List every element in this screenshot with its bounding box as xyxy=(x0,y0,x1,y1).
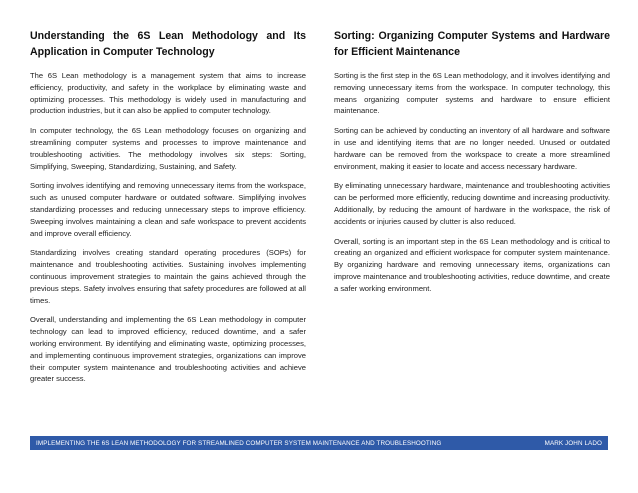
left-paragraph-2: In computer technology, the 6S Lean methodology focuses on organizing and streamlining computer systems and processes to improve maintenance and troubleshooting activities. The methodology involves six steps: Sorting, Simplifying, Sweeping, Standardizing, Sustaining, and Safety. xyxy=(30,126,306,171)
left-paragraph-4: Standardizing involves creating standard operating procedures (SOPs) for maintenance and troubleshooting activities. Sustaining involves implementing continuous improvement strategies to maintain the gains achieved through the previous steps. Safety involves ensuring that safety procedures are followed at all times. xyxy=(30,248,306,305)
footer-bar xyxy=(30,436,608,450)
right-paragraph-4: Overall, sorting is an important step in the 6S Lean methodology and is critical to creating an organized and efficient workspace for computer system maintenance. By organizing hardware and removing unnecessary items, organizations can improve maintenance and troubleshooting activities, reduce downtime, and create a safer working environment. xyxy=(334,236,610,293)
right-paragraph-2: Sorting can be achieved by conducting an inventory of all hardware and software in use and identifying items that are no longer needed. Unused or outdated hardware can be removed from the workspace to create a more streamlined environment, making it easier to locate and access necessary hardware. xyxy=(334,126,610,171)
left-paragraph-1: The 6S Lean methodology is a management system that aims to increase efficiency, productivity, and safety in the workplace by eliminating waste and optimizing processes. This methodology is widely used in manufacturing and production industries, but it can also be applied to computer technology. xyxy=(30,71,306,116)
footer-title: IMPLEMENTING THE 6S LEAN METHODOLOGY FOR STREAMLINED COMPUTER SYSTEM MAINTENANCE AND TROUBLESHOOTING xyxy=(36,439,442,447)
left-paragraph-3: Sorting involves identifying and removing unnecessary items from the workspace, such as unused computer hardware or outdated software. Simplifying involves standardizing processes and reducing unnecessary steps to improve efficiency. Sweeping involves maintaining a clean and safe workspace to prevent accidents and improve overall efficiency. xyxy=(30,181,306,238)
footer-author: MARK JOHN LADO xyxy=(544,439,602,447)
left-column xyxy=(30,28,306,393)
right-paragraph-1: Sorting is the first step in the 6S Lean methodology, and it involves identifying and removing unnecessary items from the workspace. In computer technology, this means organizing computer systems and hardware to ensure efficient maintenance. xyxy=(334,71,610,116)
right-paragraph-3: By eliminating unnecessary hardware, maintenance and troubleshooting activities can be performed more efficiently, reducing downtime and increasing productivity. Additionally, by reducing the amount of hardware in the workspace, the risk of accidents or injuries caused by clutter is also reduced. xyxy=(334,181,610,226)
left-heading: Understanding the 6S Lean Methodology and Its Application in Computer Technology xyxy=(30,30,306,58)
right-heading: Sorting: Organizing Computer Systems and Hardware for Efficient Maintenance xyxy=(334,30,610,58)
right-column xyxy=(334,28,610,303)
left-paragraph-5: Overall, understanding and implementing the 6S Lean methodology in computer technology can lead to improved efficiency, reduced downtime, and a safer working environment. By identifying and eliminating waste, optimizing processes, and implementing continuous improvement strategies, organizations can improve their computer system maintenance and troubleshooting activities and achieve greater success. xyxy=(30,315,306,384)
